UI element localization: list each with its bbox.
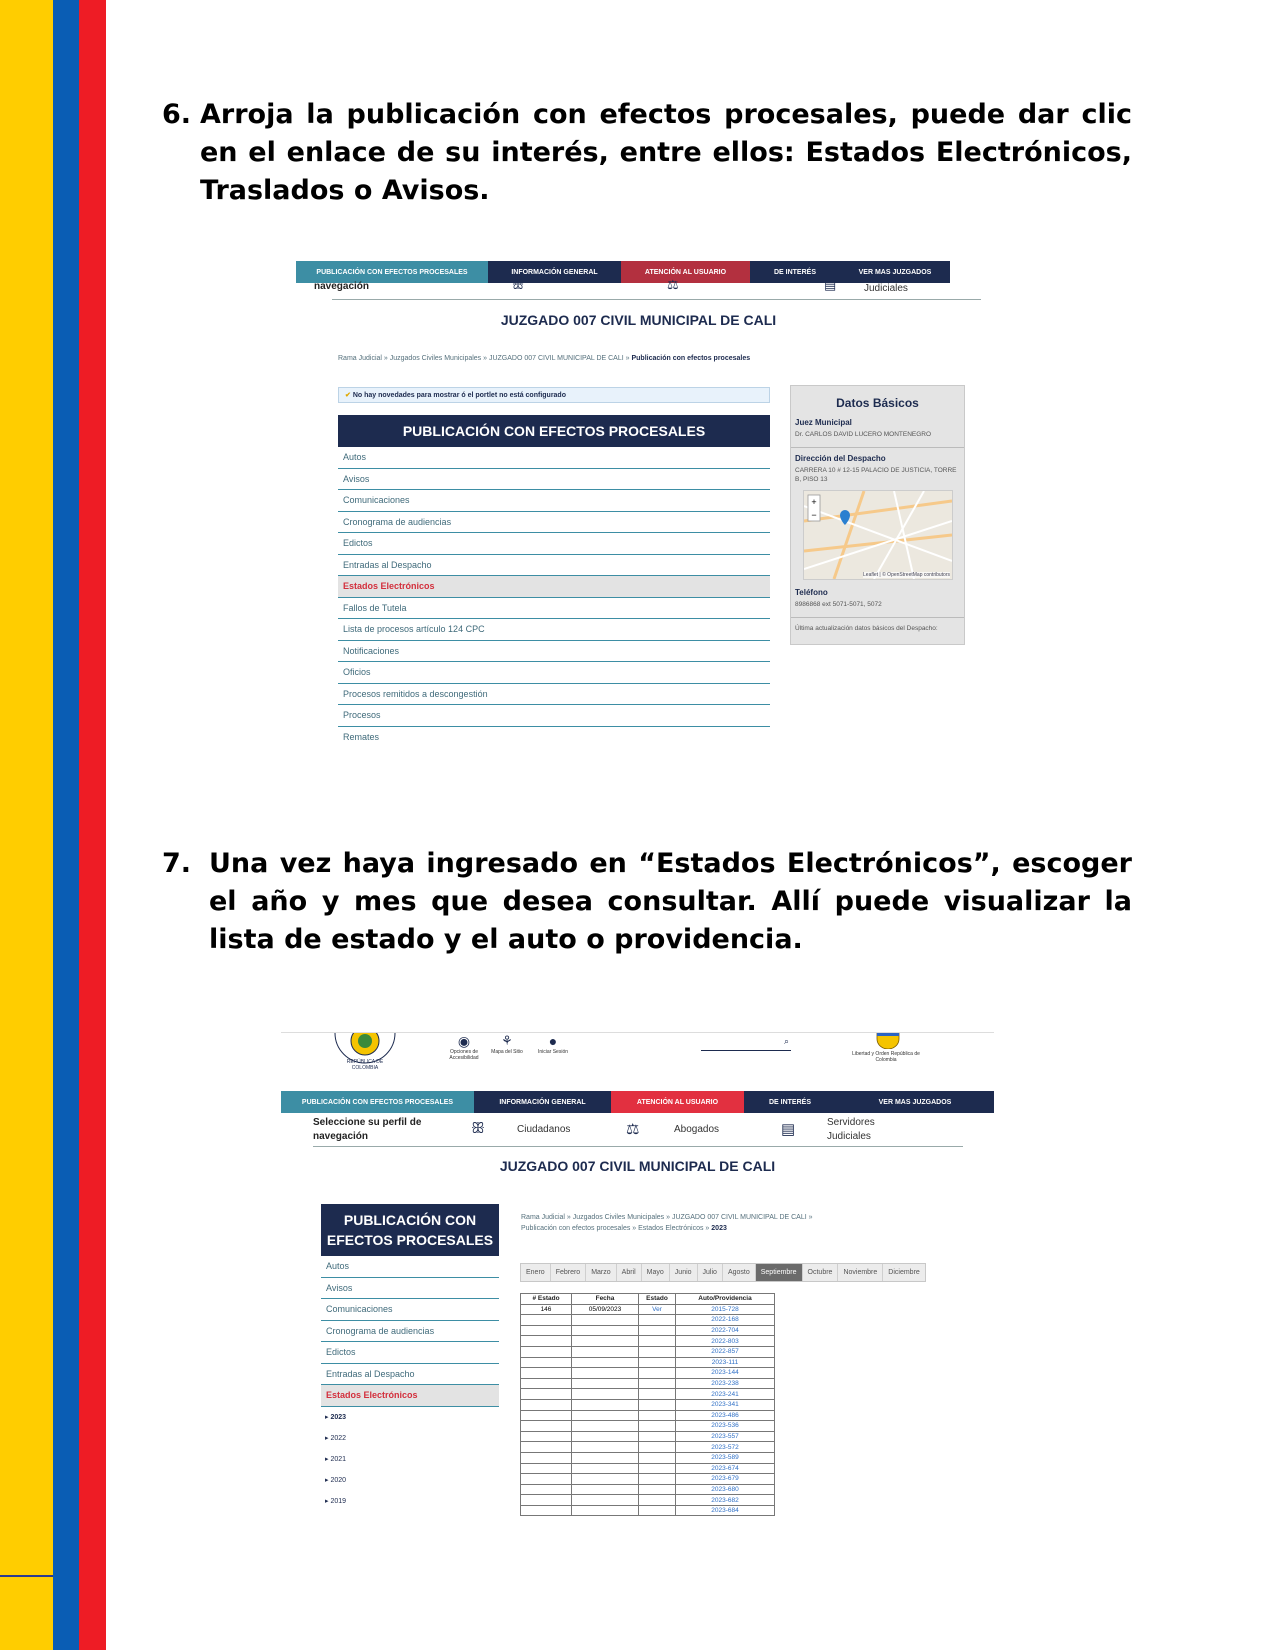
breadcrumb-current-2: 2023 [711,1225,727,1232]
cell-fecha [572,1421,639,1432]
cell-estado [639,1442,676,1453]
mapa-sitio-link[interactable] [487,1033,527,1055]
cell-providencia-link[interactable]: 2023-341 [676,1399,775,1410]
tab-marzo[interactable]: Marzo [586,1264,616,1281]
profile-label-2: Seleccione su perfil de navegación [313,1117,422,1142]
menu-item-entradas[interactable]: Entradas al Despacho [338,555,770,577]
year-2023[interactable]: ▸ 2023 [325,1413,347,1421]
nav-interes[interactable]: DE INTERÉS [750,261,840,283]
cell-estado-num [521,1399,572,1410]
abogados-icon[interactable]: ⚖ [667,277,679,292]
profile-selector-2 [313,1114,963,1147]
table-row [521,1463,775,1474]
cell-estado-num [521,1336,572,1347]
tab-agosto[interactable]: Agosto [723,1264,756,1281]
cell-estado-num [521,1421,572,1432]
table-row [521,1495,775,1506]
flag-stripe-blue [53,0,79,1650]
table-row [521,1378,775,1389]
iniciar-sesion-link[interactable] [533,1033,573,1055]
cell-fecha [572,1315,639,1326]
direccion-value: CARRERA 10 # 12-15 PALACIO DE JUSTICIA, TORRE B, PISO 13 [795,467,957,483]
table-row [521,1357,775,1368]
cell-providencia-link[interactable]: 2023-238 [676,1378,775,1389]
caret-right-icon: ▸ [325,1413,331,1421]
table-row [521,1399,775,1410]
tab-septiembre[interactable]: Septiembre [756,1264,803,1281]
cell-providencia-link[interactable]: 2023-679 [676,1474,775,1485]
mapa-label: Mapa del Sitio [491,1049,523,1055]
caret-right-icon: ▸ [325,1497,331,1505]
table-row [521,1315,775,1326]
menu-item-autos-2[interactable]: Autos [321,1256,499,1278]
header-estado-num: # Estado [521,1294,572,1305]
table-row [521,1410,775,1421]
screenshot-estados [281,1032,994,1524]
menu-item-estados-2[interactable]: Estados Electrónicos [321,1385,499,1407]
step-6-text: Arroja la publicación con efectos procesales, puede dar clic en el enlace de su interés, entre ellos: Estados Electrónicos, Traslados o Avisos. [200,99,1132,206]
nav-juzgados[interactable]: VER MAS JUZGADOS [840,261,950,283]
month-tabs [520,1263,926,1282]
ciudadanos-label[interactable]: Ciudadanos [517,1124,571,1135]
tab-noviembre[interactable]: Noviembre [838,1264,883,1281]
cell-estado [639,1421,676,1432]
juez-label: Juez Municipal [795,418,852,427]
cell-estado-num: 146 [521,1304,572,1315]
cell-fecha [572,1410,639,1421]
year-2019[interactable]: ▸ 2019 [325,1497,347,1505]
servidores-icon-2[interactable]: ▤ [781,1121,796,1138]
main-nav [296,261,981,283]
cell-fecha [572,1336,639,1347]
cell-estado [639,1399,676,1410]
profile-selector [314,277,981,300]
table-row [521,1368,775,1379]
cell-providencia-link[interactable]: 2023-557 [676,1431,775,1442]
menu-title: PUBLICACIÓN CON EFECTOS PROCESALES [338,415,770,447]
cell-estado [639,1495,676,1506]
cell-estado-num [521,1495,572,1506]
colombia-shield-icon [875,1033,901,1049]
cell-fecha [572,1442,639,1453]
cell-providencia-link[interactable]: 2023-486 [676,1410,775,1421]
table-row [521,1389,775,1400]
cell-estado-num [521,1410,572,1421]
location-map[interactable] [803,490,953,580]
cell-fecha [572,1495,639,1506]
cell-estado [639,1452,676,1463]
datos-basicos-panel [790,385,965,645]
cell-estado-num [521,1346,572,1357]
ciudadanos-icon[interactable]: ꕥ [512,277,525,292]
table-row [521,1336,775,1347]
caret-right-icon: ▸ [325,1476,331,1484]
menu-item-comunicaciones[interactable]: Comunicaciones [338,490,770,512]
cell-fecha [572,1463,639,1474]
cell-fecha [572,1368,639,1379]
cell-providencia-link[interactable]: 2022-803 [676,1336,775,1347]
step-7-text: Una vez haya ingresado en “Estados Electrónicos”, escoger el año y mes que desea consultar. Allí puede visualizar la lista de estado y el auto o providencia. [209,848,1132,955]
cell-providencia-link[interactable]: 2023-241 [676,1389,775,1400]
cell-fecha [572,1357,639,1368]
tab-julio[interactable]: Julio [698,1264,723,1281]
cell-estado-num [521,1378,572,1389]
nav-informacion[interactable]: INFORMACIÓN GENERAL [488,261,621,283]
table-row [521,1304,775,1315]
tab-abril[interactable]: Abril [617,1264,642,1281]
year-list [321,1407,499,1512]
menu-item-comunicaciones-2[interactable]: Comunicaciones [321,1299,499,1321]
table-row [521,1505,775,1516]
estados-table [520,1293,775,1516]
menu-item-estados[interactable]: Estados Electrónicos [338,576,770,598]
cell-providencia-link[interactable]: 2022-704 [676,1325,775,1336]
flag-stripe-red [79,0,106,1650]
menu-item-fallos[interactable]: Fallos de Tutela [338,598,770,620]
cell-estado [639,1346,676,1357]
search-input[interactable] [701,1036,791,1051]
cell-estado [639,1315,676,1326]
table-row [521,1421,775,1432]
step-7-number: 7. [162,848,192,879]
ciudadanos-icon-2[interactable]: ꕥ [471,1120,485,1137]
menu-item-edictos-2[interactable]: Edictos [321,1342,499,1364]
main-nav-2 [281,1091,994,1113]
cell-fecha [572,1452,639,1463]
cell-fecha [572,1484,639,1495]
sesion-label: Iniciar Sesión [537,1049,568,1055]
procesales-menu-2 [321,1204,499,1512]
escudo-caption: Libertad y Orden República de Colombia [852,1051,920,1063]
cell-estado [639,1505,676,1516]
cell-estado-num [521,1442,572,1453]
screenshot-publicacion [296,261,981,751]
cell-estado-num [521,1315,572,1326]
cell-fecha [572,1474,639,1485]
menu-item-descongestion[interactable]: Procesos remitidos a descongestión [338,684,770,706]
cell-estado [639,1378,676,1389]
breadcrumb-path[interactable]: Rama Judicial » Juzgados Civiles Municipales » JUZGADO 007 CIVIL MUNICIPAL DE CALI » [338,355,630,362]
zoom-out-button[interactable]: − [811,510,817,520]
court-title: JUZGADO 007 CIVIL MUNICIPAL DE CALI [500,312,777,328]
cell-estado [639,1368,676,1379]
nav-publicacion-2[interactable]: PUBLICACIÓN CON EFECTOS PROCESALES [281,1091,474,1113]
cell-estado-num [521,1452,572,1463]
cell-fecha [572,1378,639,1389]
nav-atencion-2[interactable]: ATENCIÓN AL USUARIO [611,1091,744,1113]
lightbulb-icon: ✔ [345,392,351,399]
sitemap-icon: ⚘ [501,1033,513,1048]
cell-fecha [572,1399,639,1410]
step-6 [162,96,1132,210]
tab-octubre[interactable]: Octubre [803,1264,839,1281]
menu-item-oficios[interactable]: Oficios [338,662,770,684]
menu-item-remates[interactable]: Remates [343,731,380,742]
header-estado: Estado [639,1294,676,1305]
telefono-label: Teléfono [795,588,828,597]
procesales-menu [338,415,770,747]
servidores-label-2[interactable]: Servidores Judiciales [827,1117,875,1142]
year-2022[interactable]: ▸ 2022 [325,1434,347,1442]
cell-estado-num [521,1505,572,1516]
cell-estado-num [521,1484,572,1495]
menu-item-avisos-2[interactable]: Avisos [321,1278,499,1300]
actualizacion-text: Última actualización datos básicos del Despacho: [795,625,938,632]
estados-table-body [521,1304,775,1516]
breadcrumb [338,355,750,362]
cell-providencia-link[interactable]: 2023-674 [676,1463,775,1474]
zoom-in-button[interactable]: + [811,497,817,507]
menu-item-avisos[interactable]: Avisos [338,469,770,491]
menu-item-cronograma[interactable]: Cronograma de audiencias [338,512,770,534]
cell-fecha [572,1505,639,1516]
menu-title-2: PUBLICACIÓN CON EFECTOS PROCESALES [321,1204,499,1256]
flag-footer-line [0,1575,53,1577]
cell-providencia-link[interactable]: 2023-684 [676,1505,775,1516]
nav-informacion-2[interactable]: INFORMACIÓN GENERAL [474,1091,611,1113]
table-row [521,1484,775,1495]
menu-item-cronograma-2[interactable]: Cronograma de audiencias [321,1321,499,1343]
cell-estado-num [521,1389,572,1400]
datos-title: Datos Básicos [836,396,919,410]
caret-right-icon: ▸ [325,1434,331,1442]
tab-enero[interactable]: Enero [521,1264,551,1281]
cell-providencia-link[interactable]: 2015-728 [676,1304,775,1315]
court-title-2: JUZGADO 007 CIVIL MUNICIPAL DE CALI [499,1158,776,1174]
accesibilidad-label: Opciones de Accesibilidad [449,1049,479,1061]
step-6-number: 6. [162,99,192,130]
table-row [521,1442,775,1453]
cell-providencia-link[interactable]: 2023-589 [676,1452,775,1463]
header-providencia: Auto/Providencia [676,1294,775,1305]
abogados-label[interactable]: Abogados [674,1124,720,1135]
tab-diciembre[interactable]: Diciembre [888,1269,920,1276]
seal-text: REPÚBLICA DE COLOMBIA [346,1059,384,1071]
menu-item-edictos[interactable]: Edictos [338,533,770,555]
nav-interes-2[interactable]: DE INTERÉS [744,1091,836,1113]
abogados-icon-2[interactable]: ⚖ [626,1121,640,1138]
cell-estado [639,1410,676,1421]
tab-febrero[interactable]: Febrero [551,1264,587,1281]
eye-icon: ◉ [457,1033,471,1049]
cell-fecha [572,1389,639,1400]
cell-estado-num [521,1431,572,1442]
tab-mayo[interactable]: Mayo [642,1264,670,1281]
servidores-label[interactable]: Judiciales [864,283,908,294]
menu-item-procesos[interactable]: Procesos [338,705,770,727]
header-fecha: Fecha [572,1294,639,1305]
cell-providencia-link[interactable]: 2023-682 [676,1495,775,1506]
cell-estado-num [521,1463,572,1474]
breadcrumb-2 [521,1212,831,1234]
cell-providencia-link[interactable]: 2023-111 [676,1357,775,1368]
table-row [521,1431,775,1442]
cell-providencia-link[interactable]: 2023-680 [676,1484,775,1495]
breadcrumb-path-2[interactable]: Rama Judicial » Juzgados Civiles Municipales » JUZGADO 007 CIVIL MUNICIPAL DE CALI » Publicación con efectos procesales » Estados Electrónicos » [521,1214,813,1232]
menu-item-lista-procesos[interactable]: Lista de procesos artículo 124 CPC [338,619,770,641]
table-row [521,1452,775,1463]
search-icon[interactable]: ⌕ [783,1036,789,1046]
notice-text: No hay novedades para mostrar ó el portlet no está configurado [352,392,566,399]
user-icon: ● [548,1033,558,1049]
cell-estado [639,1463,676,1474]
tab-junio[interactable]: Junio [670,1264,698,1281]
nav-juzgados-2[interactable]: VER MAS JUZGADOS [836,1091,994,1113]
cell-providencia-link[interactable]: 2023-572 [676,1442,775,1453]
menu-item-entradas-2[interactable]: Entradas al Despacho [321,1364,499,1386]
table-row [521,1346,775,1357]
juez-value: Dr. CARLOS DAVID LUCERO MONTENEGRO [795,431,932,438]
cell-fecha [572,1346,639,1357]
site-header [281,1032,994,1091]
cell-estado [639,1431,676,1442]
notice-message [338,387,770,403]
breadcrumb-current: Publicación con efectos procesales [631,355,751,362]
cell-estado-num [521,1357,572,1368]
table-row [521,1325,775,1336]
cell-estado [639,1357,676,1368]
map-streets [804,491,952,579]
table-row [521,1474,775,1485]
cell-providencia-link[interactable]: 2023-144 [676,1368,775,1379]
menu-item-notificaciones[interactable]: Notificaciones [338,641,770,663]
profile-label: navegación [314,281,370,292]
cell-estado [639,1336,676,1347]
map-credit: Leaflet | © OpenStreetMap contributors [863,572,950,578]
step-7 [162,845,1132,959]
cell-estado-num [521,1368,572,1379]
cell-providencia-link[interactable]: 2023-536 [676,1421,775,1432]
cell-fecha: 05/09/2023 [572,1304,639,1315]
cell-providencia-link[interactable]: 2022-168 [676,1315,775,1326]
servidores-icon[interactable]: ▤ [824,277,837,292]
cell-estado [639,1325,676,1336]
cell-estado [639,1389,676,1400]
cell-fecha [572,1325,639,1336]
nav-atencion[interactable]: ATENCIÓN AL USUARIO [621,261,750,283]
year-2021[interactable]: ▸ 2021 [325,1455,347,1463]
cell-estado [639,1474,676,1485]
caret-right-icon: ▸ [325,1455,331,1463]
telefono-value: 8986868 ext 5071-5071, 5072 [795,601,882,608]
cell-estado-num [521,1325,572,1336]
cell-estado-num [521,1474,572,1485]
direccion-label: Dirección del Despacho [795,454,886,463]
menu-item-autos[interactable]: Autos [338,447,770,469]
nav-publicacion[interactable]: PUBLICACIÓN CON EFECTOS PROCESALES [296,261,488,283]
year-2020[interactable]: ▸ 2020 [325,1476,347,1484]
cell-estado[interactable]: Ver [639,1304,676,1315]
flag-stripe-yellow [0,0,53,1650]
cell-fecha [572,1431,639,1442]
cell-providencia-link[interactable]: 2022-857 [676,1346,775,1357]
cell-estado [639,1484,676,1495]
accesibilidad-link[interactable] [444,1033,484,1061]
